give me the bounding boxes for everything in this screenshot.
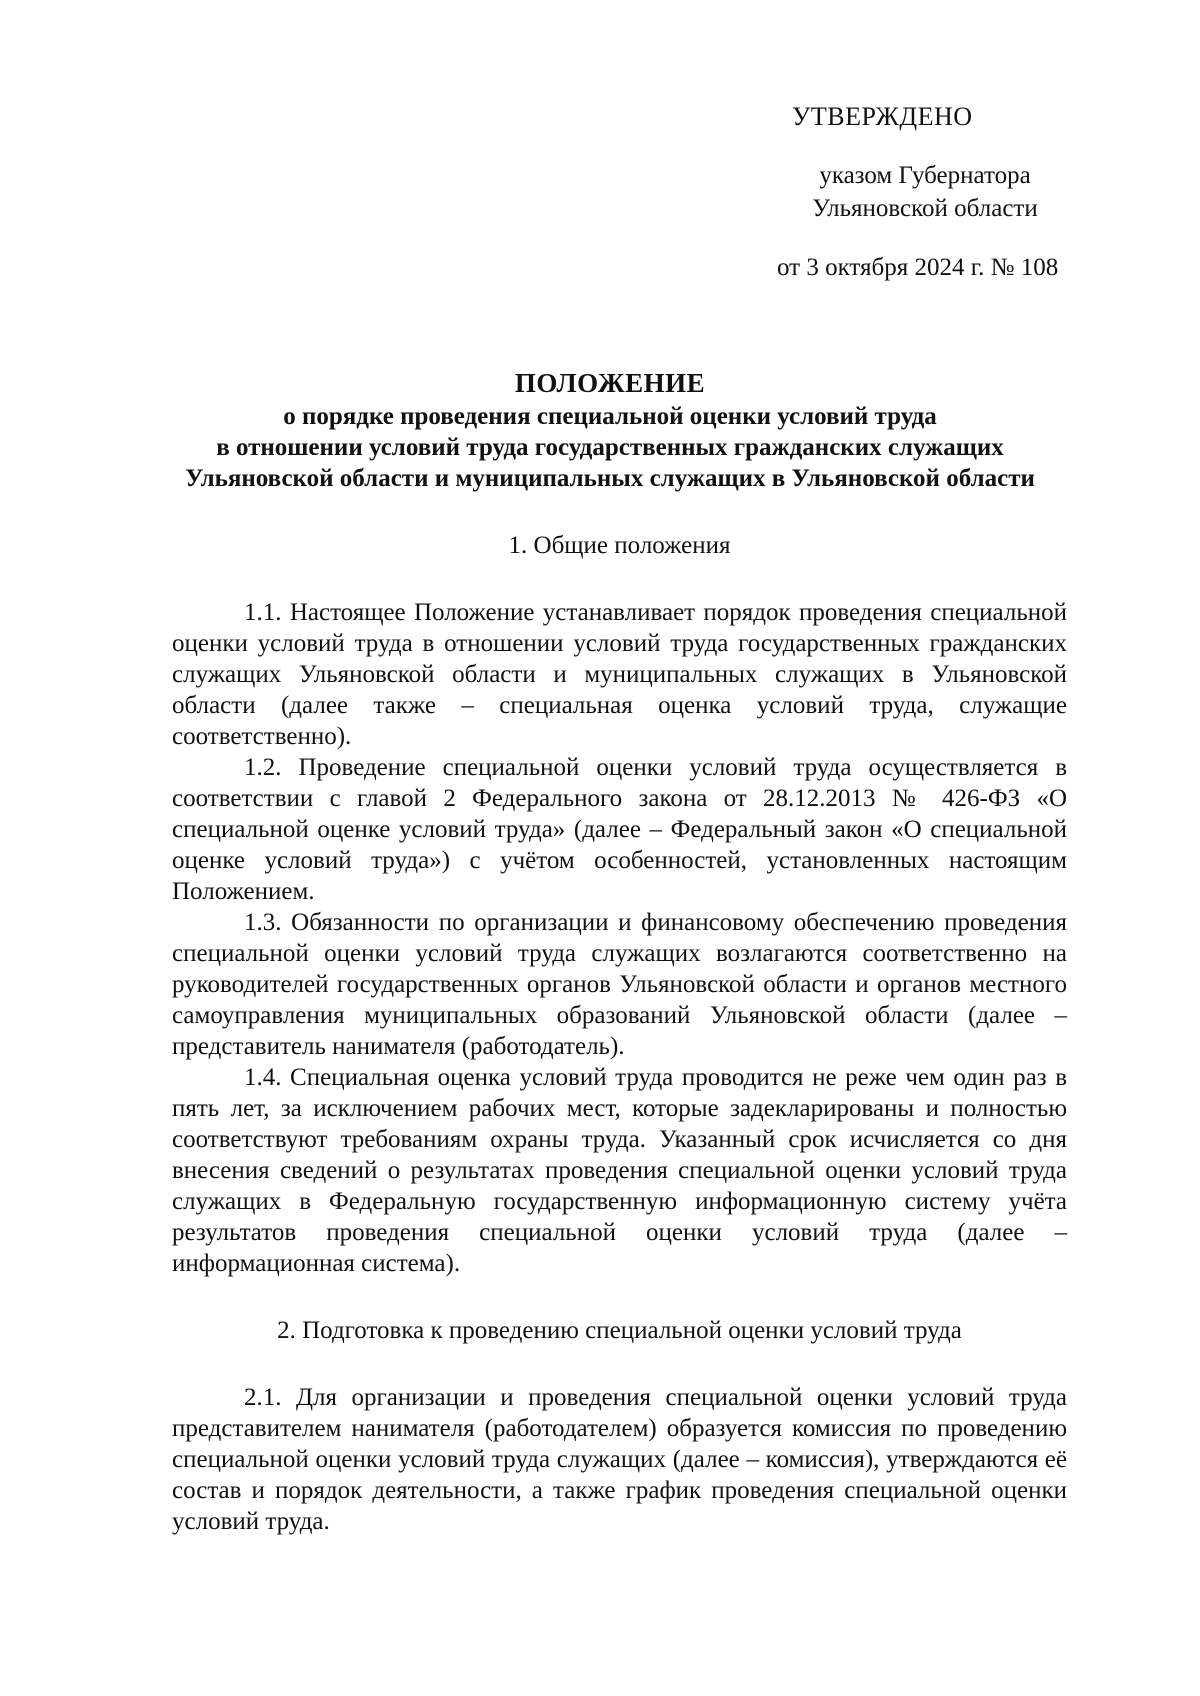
paragraph-1-2: 1.2. Проведение специальной оценки условий труда осуществляется в соответствии с главой 2 Федерального закона от 28.12.2013 № 426-ФЗ «О специальной оценке условий труда» (далее – Федеральный закон «О специальной оценке условий труда») с учётом особенностей, установленных настоящим Положением. — [172, 754, 1067, 905]
approved-by-line1: указом Губернатора — [819, 162, 1031, 189]
paragraph-2-1: 2.1. Для организации и проведения специальной оценки условий труда представителем нанимателя (работодателем) образуется комиссия по проведению специальной оценки условий труда служащих (далее – комиссия), утверждаются её состав и порядок деятельности, а также график проведения специальной оценки условий труда. — [172, 1384, 1067, 1535]
paragraph-1-4: 1.4. Специальная оценка условий труда проводится не реже чем один раз в пять лет, за исключением рабочих мест, которые задекларированы и полностью соответствуют требованиям охраны труда. Указанный срок исчисляется со дня внесения сведений о результатах проведения специальной оценки условий труда служащих в Федеральную государственную информационную систему учёта результатов проведения специальной оценки условий труда (далее – информационная система). — [172, 1064, 1067, 1277]
section-heading-preparation: 2. Подготовка к проведению специальной оценки условий труда — [277, 1317, 962, 1344]
document-title: ПОЛОЖЕНИЕ — [514, 368, 706, 398]
approved-by — [780, 159, 1070, 225]
paragraph-1-1: 1.1. Настоящее Положение устанавливает порядок проведения специальной оценки условий труда в отношении условий труда государственных гражданских служащих Ульяновской области и муниципальных служащих в Ульяновской области (далее также – специальная оценка условий труда, служащие соответственно). — [172, 599, 1067, 750]
document-body — [172, 530, 1067, 1537]
document-title-block — [160, 368, 1060, 494]
decree-date-number: от 3 октября 2024 г. № 108 — [777, 254, 1059, 281]
section-heading-general: 1. Общие положения — [508, 532, 731, 559]
approved-label: УТВЕРЖДЕНО — [792, 102, 973, 131]
paragraph-1-3: 1.3. Обязанности по организации и финансовому обеспечению проведения специальной оценки условий труда служащих возлагаются соответственно на руководителей государственных органов Ульяновской области и органов местного самоуправления муниципальных образований Ульяновской области (далее – представитель нанимателя (работодатель). — [172, 909, 1067, 1060]
document-subtitle-line2: в отношении условий труда государственных гражданских служащих — [216, 434, 1004, 461]
document-subtitle-line3: Ульяновской области и муниципальных служащих в Ульяновской области — [185, 465, 1035, 492]
approved-by-line2: Ульяновской области — [812, 195, 1038, 222]
approval-stamp — [777, 100, 1100, 284]
document-subtitle-line1: о порядке проведения специальной оценки условий труда — [283, 403, 937, 430]
